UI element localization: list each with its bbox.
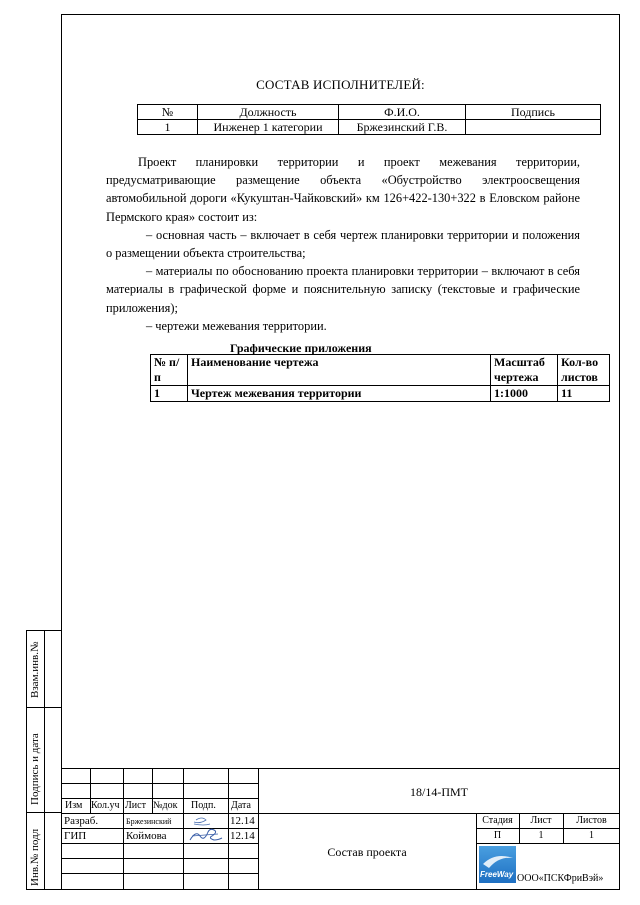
stamp-header: №док	[153, 800, 178, 811]
divider	[61, 813, 620, 814]
paragraph: – материалы по обоснованию проекта планировки территории – включают в себя материалы в графической форме и пояснительную записку (текстовые и графические приложения);	[106, 264, 580, 315]
table-header-row	[138, 105, 601, 120]
stamp-name: Коймова	[126, 830, 167, 842]
table-header-cell: Масштаб чертежа	[491, 355, 558, 386]
table-cell: 1	[151, 386, 188, 402]
paragraph: – чертежи межевания территории.	[146, 318, 327, 333]
table-cell: 1:1000	[491, 386, 558, 402]
page-frame	[61, 14, 620, 890]
stamp-header: Лист	[125, 800, 146, 811]
table-cell: Бржезинский Г.В.	[339, 120, 466, 135]
stamp-header: Подп.	[191, 800, 216, 811]
divider	[228, 768, 229, 890]
table-header-cell: №	[138, 105, 198, 120]
stamp-header: Кол.уч	[91, 800, 120, 811]
table-cell: 11	[558, 386, 610, 402]
stamp-header: Изм	[65, 800, 83, 811]
table-header-cell: № п/п	[151, 355, 188, 386]
table-header-row	[151, 355, 610, 386]
table-header-cell: Подпись	[466, 105, 601, 120]
paragraph: – основная часть – включает в себя чертеж планировки территории и положения о размещении объекта строительства;	[106, 227, 580, 261]
table-row	[138, 120, 601, 135]
divider	[476, 828, 620, 829]
paragraph: Проект планировки территории и проект межевания территории, предусматривающие размещение объекта «Обустройство электроосвещения автомобильной дороги «Кукуштан-Чайковский» км 126+422-130+322 в Еловском районе Пермского края» состоит из:	[106, 155, 580, 224]
stamp-header: Дата	[231, 800, 251, 811]
executors-table	[137, 104, 601, 135]
stage-label: Стадия	[482, 815, 513, 826]
table-header-cell: Кол-во листов	[558, 355, 610, 386]
sheets-value: 1	[589, 830, 594, 841]
sheet-value: 1	[538, 830, 544, 841]
table-header-cell: Должность	[198, 105, 339, 120]
body-text	[106, 153, 580, 335]
podpis-data-label: Подпись и дата	[29, 733, 41, 805]
divider	[61, 768, 620, 769]
page-title: СОСТАВ ИСПОЛНИТЕЛЕЙ:	[256, 77, 425, 92]
divider	[123, 768, 124, 890]
stamp-date: 12.14	[230, 815, 255, 827]
document-code: 18/14-ПМТ	[410, 785, 468, 799]
stage-value: П	[493, 830, 502, 841]
table-header-cell: Наименование чертежа	[188, 355, 491, 386]
stamp-date: 12.14	[230, 830, 255, 842]
table-cell: Инженер 1 категории	[198, 120, 339, 135]
divider	[183, 768, 184, 890]
document-title: Состав проекта	[327, 845, 407, 859]
inv-podl-label: Инв.№ подл	[29, 828, 41, 886]
company-logo	[479, 846, 516, 883]
logo-text: FreeWay	[480, 870, 514, 879]
stamp-name: Бржезинский	[126, 817, 172, 826]
table-row	[151, 386, 610, 402]
vzam-inv-label: Взам.инв.№	[29, 641, 41, 698]
stamp-role: ГИП	[64, 830, 87, 842]
graphics-title: Графические приложения	[230, 341, 372, 355]
table-cell	[466, 120, 601, 135]
table-header-cell: Ф.И.О.	[339, 105, 466, 120]
sheet-label: Лист	[530, 815, 552, 826]
company-name: ООО«ПСКФриВэй»	[517, 873, 604, 884]
table-cell: 1	[138, 120, 198, 135]
sheets-label: Листов	[576, 815, 607, 826]
stamp-role: Разраб.	[64, 815, 99, 827]
graphics-table	[150, 354, 610, 402]
table-cell: Чертеж межевания территории	[188, 386, 491, 402]
divider	[44, 630, 45, 890]
divider	[476, 843, 620, 844]
signature-image	[186, 814, 226, 846]
